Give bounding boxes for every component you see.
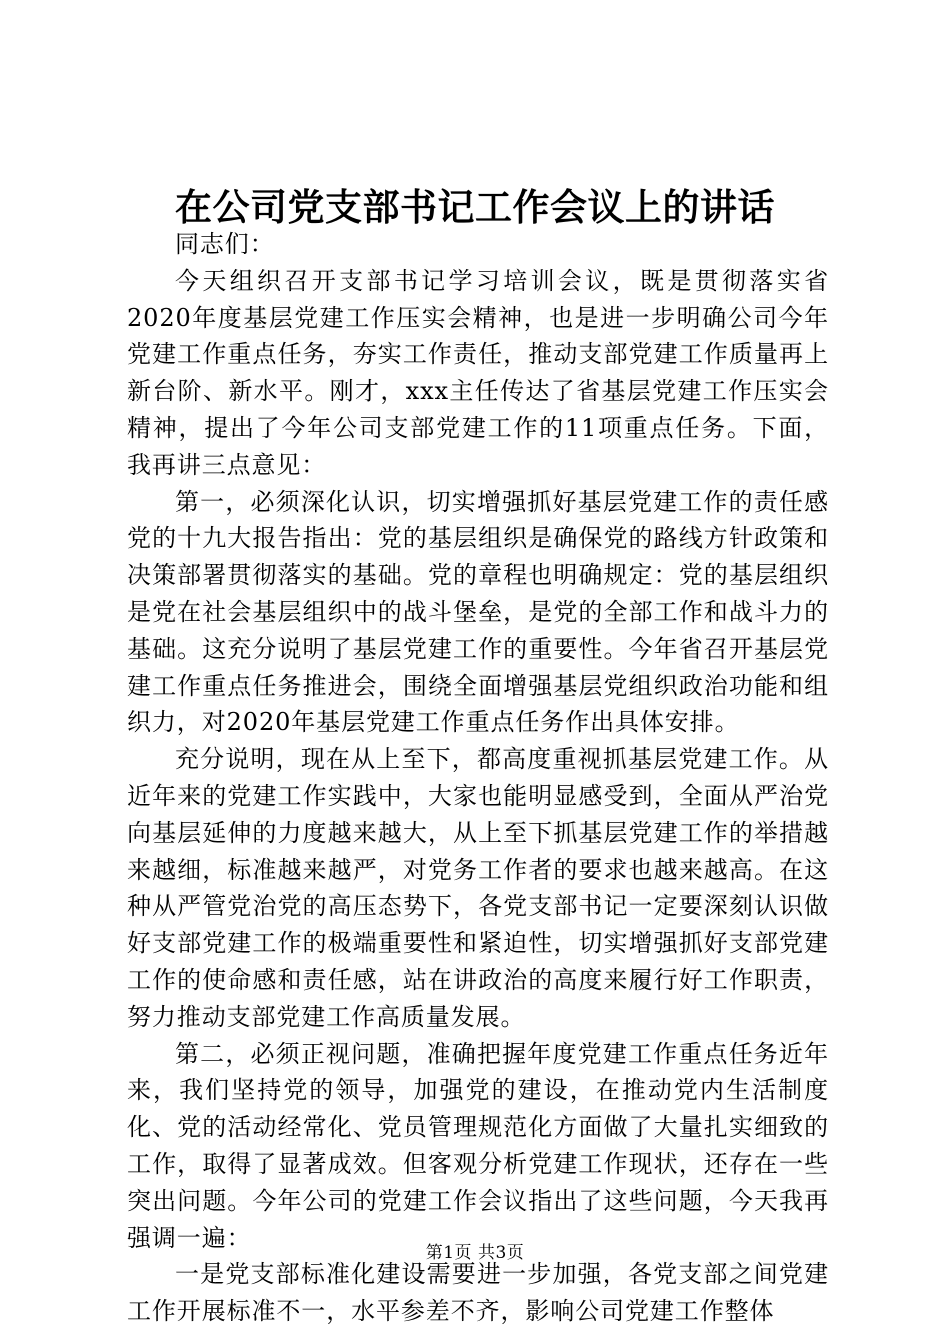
page-number-footer: 第1页 共3页 (425, 1243, 525, 1263)
paragraph-intro: 今天组织召开支部书记学习培训会议，既是贯彻落实省2020年度基层党建工作压实会精神，也是进一步明确公司今年党建工作重点任务，夯实工作责任，推动支部党建工作质量再上新台阶、新水平。刚才，xxx主任传达了省基层党建工作压实会精神，提出了今年公司支部党建工作的11项重点任务。下面，我再讲三点意见： (127, 266, 829, 479)
document-title: 在公司党支部书记工作会议上的讲话 (175, 185, 775, 229)
salutation: 同志们： (175, 230, 275, 258)
paragraph-issue-one: 一是党支部标准化建设需要进一步加强，各党支部之间党建工作开展标准不一，水平参差不齐，影响公司党建工作整体 (127, 1260, 829, 1326)
document-body (127, 226, 829, 1330)
paragraph-point-one: 第一，必须深化认识，切实增强抓好基层党建工作的责任感党的十九大报告指出：党的基层组织是确保党的路线方针政策和决策部署贯彻落实的基础。党的章程也明确规定：党的基层组织是党在社会基层组织中的战斗堡垒，是党的全部工作和战斗力的基础。这充分说明了基层党建工作的重要性。今年省召开基层党建工作重点任务推进会，围绕全面增强基层党组织政治功能和组织力，对2020年基层党建工作重点任务作出具体安排。 (127, 487, 829, 737)
paragraph-explanation: 充分说明，现在从上至下，都高度重视抓基层党建工作。从近年来的党建工作实践中，大家也能明显感受到，全面从严治党向基层延伸的力度越来越大，从上至下抓基层党建工作的举措越来越细，标准越来越严，对党务工作者的要求也越来越高。在这种从严管党治党的高压态势下，各党支部书记一定要深刻认识做好支部党建工作的极端重要性和紧迫性，切实增强抓好支部党建工作的使命感和责任感，站在讲政治的高度来履行好工作职责，努力推动支部党建工作高质量发展。 (127, 745, 829, 1031)
paragraph-point-two: 第二，必须正视问题，准确把握年度党建工作重点任务近年来，我们坚持党的领导，加强党的建设，在推动党内生活制度化、党的活动经常化、党员管理规范化方面做了大量扎实细致的工作，取得了显著成效。但客观分析党建工作现状，还存在一些突出问题。今年公司的党建工作会议指出了这些问题，今天我再强调一遍： (127, 1039, 829, 1252)
